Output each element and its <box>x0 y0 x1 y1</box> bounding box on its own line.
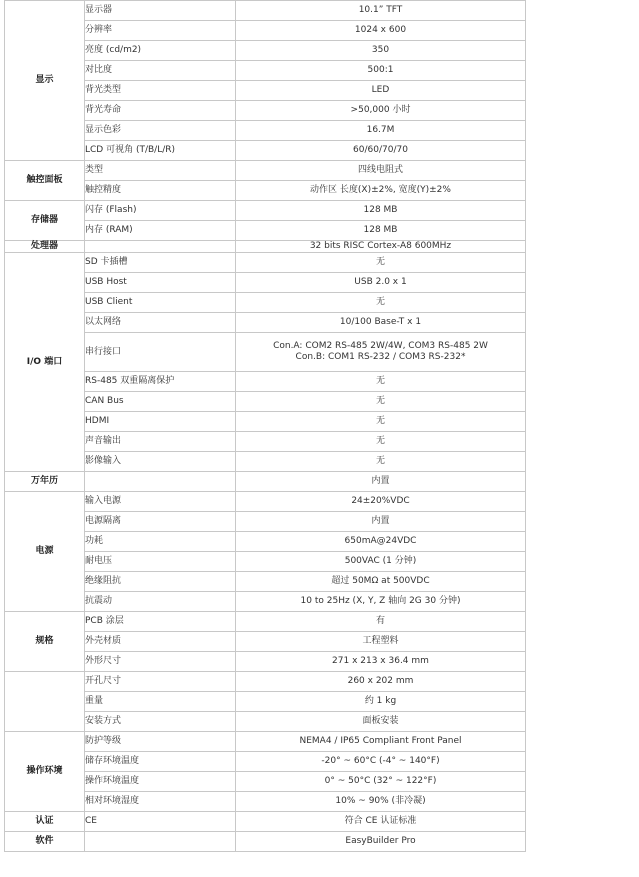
spec-value: 10 to 25Hz (X, Y, Z 轴向 2G 30 分钟) <box>236 592 526 612</box>
spec-value: 无 <box>236 452 526 472</box>
table-row <box>5 612 526 632</box>
spec-value: 10/100 Base-T x 1 <box>236 313 526 333</box>
spec-value: 超过 50MΩ at 500VDC <box>236 572 526 592</box>
spec-label <box>85 472 236 492</box>
spec-label: CE <box>85 812 236 832</box>
spec-value: 无 <box>236 412 526 432</box>
spec-value: 350 <box>236 41 526 61</box>
spec-value: USB 2.0 x 1 <box>236 273 526 293</box>
spec-label: 抗震动 <box>85 592 236 612</box>
table-row <box>5 472 526 492</box>
spec-label: 对比度 <box>85 61 236 81</box>
table-row <box>5 672 526 692</box>
table-row <box>5 161 526 181</box>
spec-label: 外形尺寸 <box>85 652 236 672</box>
spec-label: 影像输入 <box>85 452 236 472</box>
spec-label: 安装方式 <box>85 712 236 732</box>
spec-value: 500VAC (1 分钟) <box>236 552 526 572</box>
category-io-ports: I/O 端口 <box>5 253 85 472</box>
spec-label: 绝缘阻抗 <box>85 572 236 592</box>
spec-value: 128 MB <box>236 201 526 221</box>
spec-value: -20° ~ 60°C (-4° ~ 140°F) <box>236 752 526 772</box>
spec-label: 闪存 (Flash) <box>85 201 236 221</box>
table-row <box>5 241 526 253</box>
spec-label: 防护等级 <box>85 732 236 752</box>
spec-label <box>85 241 236 253</box>
spec-label: USB Host <box>85 273 236 293</box>
spec-label: 亮度 (cd/m2) <box>85 41 236 61</box>
spec-label: 相对环境湿度 <box>85 792 236 812</box>
spec-value: EasyBuilder Pro <box>236 832 526 852</box>
category-specifications: 规格 <box>5 612 85 672</box>
spec-value-line-2: Con.B: COM1 RS-232 / COM3 RS-232* <box>295 352 466 362</box>
category-certification: 认证 <box>5 812 85 832</box>
spec-value: 动作区 长度(X)±2%, 宽度(Y)±2% <box>236 181 526 201</box>
spec-label: 显示器 <box>85 1 236 21</box>
spec-value: 面板安装 <box>236 712 526 732</box>
spec-value: 有 <box>236 612 526 632</box>
spec-value: 32 bits RISC Cortex-A8 600MHz <box>236 241 526 253</box>
category-processor: 处理器 <box>5 241 85 253</box>
category-memory: 存储器 <box>5 201 85 241</box>
spec-value: 无 <box>236 392 526 412</box>
category-software: 软件 <box>5 832 85 852</box>
spec-value: 0° ~ 50°C (32° ~ 122°F) <box>236 772 526 792</box>
spec-label: 耐电压 <box>85 552 236 572</box>
spec-label: 显示色彩 <box>85 121 236 141</box>
spec-value: 无 <box>236 293 526 313</box>
category-blank <box>5 672 85 732</box>
spec-value: 10.1” TFT <box>236 1 526 21</box>
spec-value-line-1: Con.A: COM2 RS-485 2W/4W, COM3 RS-485 2W <box>273 341 488 351</box>
spec-label: 声音输出 <box>85 432 236 452</box>
category-display: 显示 <box>5 1 85 161</box>
spec-value: 内置 <box>236 472 526 492</box>
spec-value: 650mA@24VDC <box>236 532 526 552</box>
spec-value: >50,000 小时 <box>236 101 526 121</box>
spec-label: 操作环境温度 <box>85 772 236 792</box>
spec-label: HDMI <box>85 412 236 432</box>
spec-table <box>4 0 526 852</box>
spec-value: 1024 x 600 <box>236 21 526 41</box>
spec-value: LED <box>236 81 526 101</box>
spec-label: 以太网络 <box>85 313 236 333</box>
spec-label: RS-485 双重隔离保护 <box>85 372 236 392</box>
spec-label: 背光寿命 <box>85 101 236 121</box>
spec-label: 开孔尺寸 <box>85 672 236 692</box>
category-environment: 操作环境 <box>5 732 85 812</box>
spec-value: 16.7M <box>236 121 526 141</box>
spec-value <box>236 333 526 372</box>
table-row <box>5 812 526 832</box>
spec-value: 工程塑料 <box>236 632 526 652</box>
table-row <box>5 253 526 273</box>
spec-label: 储存环境温度 <box>85 752 236 772</box>
category-rtc: 万年历 <box>5 472 85 492</box>
spec-value: 500:1 <box>236 61 526 81</box>
spec-value: 128 MB <box>236 221 526 241</box>
category-touch-panel: 触控面板 <box>5 161 85 201</box>
spec-label: 外壳材质 <box>85 632 236 652</box>
category-power: 电源 <box>5 492 85 612</box>
spec-label: 电源隔离 <box>85 512 236 532</box>
spec-value: 内置 <box>236 512 526 532</box>
spec-label: SD 卡插槽 <box>85 253 236 273</box>
spec-value: 271 x 213 x 36.4 mm <box>236 652 526 672</box>
spec-value: 24±20%VDC <box>236 492 526 512</box>
spec-value: 符合 CE 认证标准 <box>236 812 526 832</box>
spec-label: USB Client <box>85 293 236 313</box>
spec-label: LCD 可视角 (T/B/L/R) <box>85 141 236 161</box>
spec-value: 无 <box>236 432 526 452</box>
spec-value: 无 <box>236 372 526 392</box>
spec-value: 无 <box>236 253 526 273</box>
spec-label: PCB 涂层 <box>85 612 236 632</box>
spec-value: 60/60/70/70 <box>236 141 526 161</box>
spec-value: 四线电阻式 <box>236 161 526 181</box>
spec-value: 10% ~ 90% (非冷凝) <box>236 792 526 812</box>
spec-label: 内存 (RAM) <box>85 221 236 241</box>
spec-label: 输入电源 <box>85 492 236 512</box>
spec-value: 约 1 kg <box>236 692 526 712</box>
spec-value: NEMA4 / IP65 Compliant Front Panel <box>236 732 526 752</box>
spec-label: CAN Bus <box>85 392 236 412</box>
spec-label: 串行接口 <box>85 333 236 372</box>
spec-value: 260 x 202 mm <box>236 672 526 692</box>
spec-label: 类型 <box>85 161 236 181</box>
spec-label: 分辨率 <box>85 21 236 41</box>
table-row <box>5 201 526 221</box>
spec-label: 背光类型 <box>85 81 236 101</box>
table-row <box>5 492 526 512</box>
table-row <box>5 732 526 752</box>
spec-label: 功耗 <box>85 532 236 552</box>
table-row <box>5 832 526 852</box>
spec-label <box>85 832 236 852</box>
table-row <box>5 1 526 21</box>
spec-label: 触控精度 <box>85 181 236 201</box>
spec-label: 重量 <box>85 692 236 712</box>
